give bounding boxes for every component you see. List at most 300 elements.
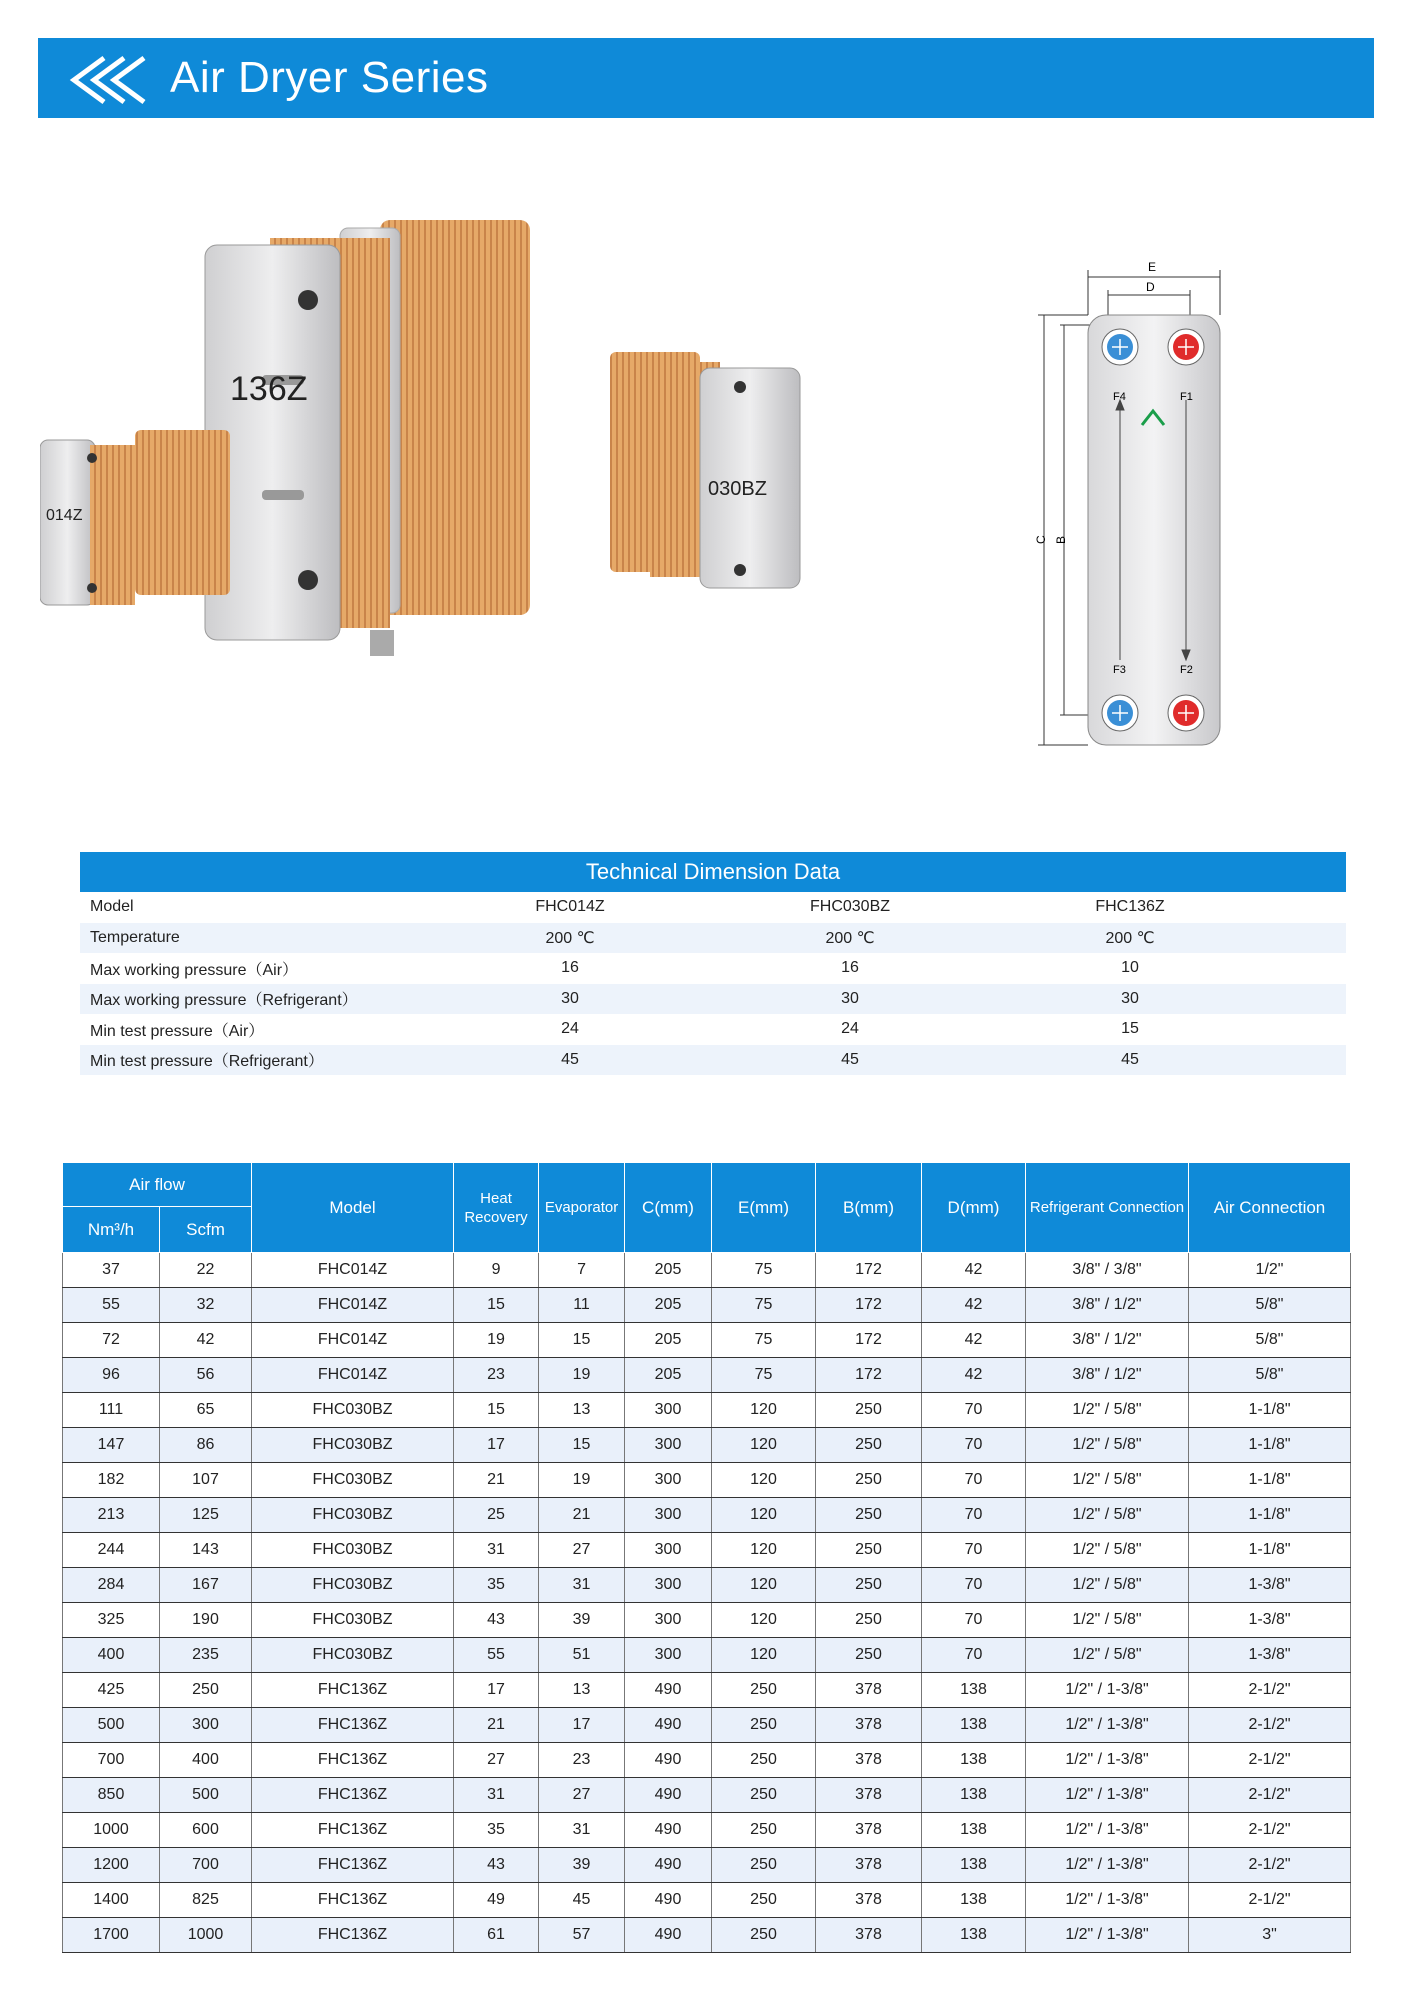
heat-recovery-cell: 31 <box>454 1533 539 1568</box>
model-cell: FHC030BZ <box>252 1498 454 1533</box>
c-mm-cell: 300 <box>625 1533 712 1568</box>
e-mm-cell: 75 <box>712 1323 816 1358</box>
model-cell: FHC014Z <box>252 1288 454 1323</box>
c-mm-header: C(mm) <box>625 1163 712 1253</box>
scfm-cell: 143 <box>160 1533 252 1568</box>
air-connection-cell: 2-1/2" <box>1189 1673 1351 1708</box>
evaporator-cell: 7 <box>539 1253 625 1288</box>
b-mm-cell: 378 <box>816 1708 922 1743</box>
heat-recovery-cell: 17 <box>454 1428 539 1463</box>
model-cell: FHC030BZ <box>252 1603 454 1638</box>
b-mm-cell: 250 <box>816 1603 922 1638</box>
evaporator-cell: 39 <box>539 1603 625 1638</box>
table-row <box>63 1848 1351 1883</box>
e-mm-cell: 120 <box>712 1638 816 1673</box>
port-label-f4: F4 <box>1113 391 1126 403</box>
model-cell: FHC136Z <box>252 1743 454 1778</box>
evaporator-cell: 23 <box>539 1743 625 1778</box>
d-mm-cell: 138 <box>922 1883 1026 1918</box>
air-connection-cell: 2-1/2" <box>1189 1778 1351 1813</box>
refrigerant-connection-cell: 1/2" / 1-3/8" <box>1026 1883 1189 1918</box>
scfm-cell: 250 <box>160 1673 252 1708</box>
d-mm-cell: 70 <box>922 1393 1026 1428</box>
heat-recovery-cell: 17 <box>454 1673 539 1708</box>
c-mm-cell: 300 <box>625 1568 712 1603</box>
nm3h-cell: 1700 <box>63 1918 160 1953</box>
model-cell: FHC030BZ <box>252 1393 454 1428</box>
b-mm-cell: 378 <box>816 1848 922 1883</box>
dim-label-b: B <box>1054 535 1068 544</box>
refrigerant-connection-cell: 1/2" / 5/8" <box>1026 1463 1189 1498</box>
b-mm-cell: 250 <box>816 1463 922 1498</box>
tech-value: 45 <box>561 1050 579 1068</box>
refrigerant-connection-cell: 1/2" / 5/8" <box>1026 1638 1189 1673</box>
tech-value: 200 ℃ <box>545 929 595 947</box>
b-mm-cell: 172 <box>816 1288 922 1323</box>
e-mm-header: E(mm) <box>712 1163 816 1253</box>
air-connection-cell: 1-3/8" <box>1189 1568 1351 1603</box>
e-mm-cell: 250 <box>712 1848 816 1883</box>
tech-value: 30 <box>1121 989 1139 1007</box>
evaporator-cell: 19 <box>539 1358 625 1393</box>
refrigerant-connection-cell: 1/2" / 1-3/8" <box>1026 1813 1189 1848</box>
b-mm-cell: 378 <box>816 1778 922 1813</box>
air-connection-cell: 1-3/8" <box>1189 1638 1351 1673</box>
evaporator-cell: 15 <box>539 1428 625 1463</box>
scfm-cell: 22 <box>160 1253 252 1288</box>
e-mm-cell: 250 <box>712 1883 816 1918</box>
heat-recovery-cell: 55 <box>454 1638 539 1673</box>
tech-row-label: Model <box>90 898 134 916</box>
model-cell: FHC030BZ <box>252 1638 454 1673</box>
scfm-cell: 125 <box>160 1498 252 1533</box>
d-mm-cell: 70 <box>922 1638 1026 1673</box>
scfm-cell: 32 <box>160 1288 252 1323</box>
refrigerant-connection-cell: 1/2" / 1-3/8" <box>1026 1778 1189 1813</box>
c-mm-cell: 490 <box>625 1848 712 1883</box>
nm3h-cell: 1200 <box>63 1848 160 1883</box>
d-mm-cell: 70 <box>922 1603 1026 1638</box>
nm3h-cell: 244 <box>63 1533 160 1568</box>
table-row <box>63 1603 1351 1638</box>
refrigerant-connection-cell: 3/8" / 1/2" <box>1026 1288 1189 1323</box>
scfm-cell: 700 <box>160 1848 252 1883</box>
evaporator-header: Evaporator <box>539 1163 625 1253</box>
dim-label-e: E <box>1148 260 1157 274</box>
d-mm-cell: 138 <box>922 1673 1026 1708</box>
table-row <box>63 1568 1351 1603</box>
product-illustration <box>40 200 810 800</box>
b-mm-cell: 378 <box>816 1673 922 1708</box>
d-mm-cell: 138 <box>922 1743 1026 1778</box>
nm3h-cell: 700 <box>63 1743 160 1778</box>
b-mm-cell: 172 <box>816 1358 922 1393</box>
refrigerant-connection-cell: 1/2" / 5/8" <box>1026 1498 1189 1533</box>
heat-recovery-header: Heat Recovery <box>454 1163 539 1253</box>
port-label-f2: F2 <box>1180 664 1193 676</box>
d-mm-cell: 42 <box>922 1358 1026 1393</box>
port-label-f3: F3 <box>1113 664 1126 676</box>
d-mm-cell: 138 <box>922 1848 1026 1883</box>
nm3h-cell: 55 <box>63 1288 160 1323</box>
air-connection-cell: 1-1/8" <box>1189 1428 1351 1463</box>
evaporator-cell: 27 <box>539 1778 625 1813</box>
e-mm-cell: 250 <box>712 1673 816 1708</box>
b-mm-cell: 250 <box>816 1638 922 1673</box>
tech-row-label: Min test pressure（Refrigerant） <box>90 1053 324 1071</box>
product-label-030bz: 030BZ <box>708 478 767 500</box>
heat-recovery-cell: 25 <box>454 1498 539 1533</box>
tech-value: 24 <box>561 1020 579 1038</box>
table-row <box>63 1918 1351 1953</box>
tech-header-row <box>80 892 1346 923</box>
refrigerant-connection-cell: 1/2" / 1-3/8" <box>1026 1673 1189 1708</box>
evaporator-cell: 19 <box>539 1463 625 1498</box>
scfm-cell: 600 <box>160 1813 252 1848</box>
air-connection-cell: 5/8" <box>1189 1358 1351 1393</box>
refrigerant-connection-cell: 1/2" / 5/8" <box>1026 1568 1189 1603</box>
tech-row <box>80 1045 1346 1076</box>
air-connection-cell: 1-1/8" <box>1189 1463 1351 1498</box>
d-mm-cell: 42 <box>922 1253 1026 1288</box>
heat-recovery-cell: 15 <box>454 1288 539 1323</box>
tech-row-label: Temperature <box>90 928 180 946</box>
c-mm-cell: 205 <box>625 1323 712 1358</box>
evaporator-cell: 17 <box>539 1708 625 1743</box>
e-mm-cell: 120 <box>712 1428 816 1463</box>
scfm-cell: 65 <box>160 1393 252 1428</box>
air-connection-cell: 1-1/8" <box>1189 1393 1351 1428</box>
scfm-cell: 42 <box>160 1323 252 1358</box>
model-cell: FHC030BZ <box>252 1428 454 1463</box>
product-label-136z: 136Z <box>230 370 308 408</box>
air-connection-cell: 2-1/2" <box>1189 1743 1351 1778</box>
e-mm-cell: 120 <box>712 1463 816 1498</box>
refrigerant-connection-cell: 1/2" / 1-3/8" <box>1026 1918 1189 1953</box>
c-mm-cell: 490 <box>625 1743 712 1778</box>
tech-value: 45 <box>1121 1050 1139 1068</box>
b-mm-cell: 250 <box>816 1568 922 1603</box>
refrigerant-connection-cell: 1/2" / 5/8" <box>1026 1533 1189 1568</box>
c-mm-cell: 205 <box>625 1253 712 1288</box>
scfm-cell: 1000 <box>160 1918 252 1953</box>
evaporator-cell: 51 <box>539 1638 625 1673</box>
nm3h-cell: 37 <box>63 1253 160 1288</box>
model-cell: FHC136Z <box>252 1708 454 1743</box>
tech-row-label: Max working pressure（Refrigerant） <box>90 992 358 1010</box>
tech-row <box>80 923 1346 954</box>
e-mm-cell: 120 <box>712 1533 816 1568</box>
d-mm-cell: 138 <box>922 1708 1026 1743</box>
c-mm-cell: 300 <box>625 1428 712 1463</box>
nm3h-cell: 111 <box>63 1393 160 1428</box>
table-row <box>63 1708 1351 1743</box>
heat-recovery-cell: 21 <box>454 1708 539 1743</box>
tech-value: 45 <box>841 1050 859 1068</box>
scfm-cell: 167 <box>160 1568 252 1603</box>
tech-model-value: FHC030BZ <box>809 898 891 916</box>
tech-row-label: Min test pressure（Air） <box>90 1022 265 1040</box>
c-mm-cell: 300 <box>625 1463 712 1498</box>
tech-row-label: Max working pressure（Air） <box>90 961 299 979</box>
tech-value: 10 <box>1121 959 1139 977</box>
table-row <box>63 1428 1351 1463</box>
nm3h-cell: 850 <box>63 1778 160 1813</box>
model-cell: FHC030BZ <box>252 1568 454 1603</box>
model-cell: FHC136Z <box>252 1918 454 1953</box>
air-connection-header: Air Connection <box>1189 1163 1351 1253</box>
e-mm-cell: 120 <box>712 1498 816 1533</box>
refrigerant-connection-cell: 1/2" / 5/8" <box>1026 1603 1189 1638</box>
heat-recovery-cell: 49 <box>454 1883 539 1918</box>
c-mm-cell: 300 <box>625 1638 712 1673</box>
table-row <box>63 1673 1351 1708</box>
d-mm-cell: 70 <box>922 1463 1026 1498</box>
air-connection-cell: 1/2" <box>1189 1253 1351 1288</box>
b-mm-cell: 172 <box>816 1253 922 1288</box>
b-mm-header: B(mm) <box>816 1163 922 1253</box>
d-mm-cell: 138 <box>922 1918 1026 1953</box>
scfm-cell: 235 <box>160 1638 252 1673</box>
nm3h-cell: 182 <box>63 1463 160 1498</box>
model-header: Model <box>252 1163 454 1253</box>
scfm-cell: 86 <box>160 1428 252 1463</box>
b-mm-cell: 378 <box>816 1883 922 1918</box>
table-row <box>63 1393 1351 1428</box>
scfm-cell: 300 <box>160 1708 252 1743</box>
e-mm-cell: 250 <box>712 1743 816 1778</box>
page-title: Air Dryer Series <box>170 53 489 102</box>
heat-recovery-cell: 15 <box>454 1393 539 1428</box>
d-mm-header: D(mm) <box>922 1163 1026 1253</box>
tech-value: 200 ℃ <box>1105 929 1155 947</box>
evaporator-cell: 31 <box>539 1568 625 1603</box>
c-mm-cell: 205 <box>625 1358 712 1393</box>
evaporator-cell: 13 <box>539 1673 625 1708</box>
tech-row <box>80 984 1346 1015</box>
nm3h-cell: 96 <box>63 1358 160 1393</box>
evaporator-cell: 15 <box>539 1323 625 1358</box>
evaporator-cell: 39 <box>539 1848 625 1883</box>
e-mm-cell: 75 <box>712 1253 816 1288</box>
model-cell: FHC136Z <box>252 1673 454 1708</box>
d-mm-cell: 70 <box>922 1428 1026 1463</box>
nm3h-cell: 147 <box>63 1428 160 1463</box>
scfm-cell: 107 <box>160 1463 252 1498</box>
d-mm-cell: 138 <box>922 1778 1026 1813</box>
nm3h-cell: 500 <box>63 1708 160 1743</box>
model-cell: FHC030BZ <box>252 1533 454 1568</box>
dimension-schematic <box>1020 255 1260 760</box>
air-connection-cell: 3" <box>1189 1918 1351 1953</box>
e-mm-cell: 120 <box>712 1393 816 1428</box>
air-connection-cell: 2-1/2" <box>1189 1848 1351 1883</box>
scfm-header: Scfm <box>160 1207 252 1253</box>
nm3h-cell: 72 <box>63 1323 160 1358</box>
table-row <box>63 1638 1351 1673</box>
evaporator-cell: 13 <box>539 1393 625 1428</box>
model-cell: FHC014Z <box>252 1253 454 1288</box>
heat-recovery-cell: 31 <box>454 1778 539 1813</box>
table-row <box>63 1883 1351 1918</box>
e-mm-cell: 250 <box>712 1708 816 1743</box>
b-mm-cell: 250 <box>816 1498 922 1533</box>
airflow-header: Air flow <box>63 1163 252 1207</box>
e-mm-cell: 120 <box>712 1603 816 1638</box>
evaporator-cell: 45 <box>539 1883 625 1918</box>
heat-recovery-cell: 21 <box>454 1463 539 1498</box>
table-row <box>63 1253 1351 1288</box>
c-mm-cell: 490 <box>625 1708 712 1743</box>
c-mm-cell: 205 <box>625 1288 712 1323</box>
d-mm-cell: 70 <box>922 1568 1026 1603</box>
model-cell: FHC014Z <box>252 1358 454 1393</box>
header-banner <box>38 38 1374 118</box>
c-mm-cell: 300 <box>625 1393 712 1428</box>
scfm-cell: 825 <box>160 1883 252 1918</box>
refrigerant-connection-cell: 3/8" / 1/2" <box>1026 1323 1189 1358</box>
b-mm-cell: 250 <box>816 1428 922 1463</box>
scfm-cell: 500 <box>160 1778 252 1813</box>
evaporator-cell: 11 <box>539 1288 625 1323</box>
tech-model-value: FHC136Z <box>1095 898 1165 916</box>
e-mm-cell: 250 <box>712 1813 816 1848</box>
e-mm-cell: 250 <box>712 1778 816 1813</box>
e-mm-cell: 120 <box>712 1568 816 1603</box>
model-cell: FHC136Z <box>252 1848 454 1883</box>
table-row <box>63 1778 1351 1813</box>
d-mm-cell: 42 <box>922 1288 1026 1323</box>
evaporator-cell: 27 <box>539 1533 625 1568</box>
tech-value: 16 <box>841 959 859 977</box>
refrigerant-connection-cell: 3/8" / 1/2" <box>1026 1358 1189 1393</box>
b-mm-cell: 378 <box>816 1918 922 1953</box>
table-row <box>63 1358 1351 1393</box>
refrigerant-connection-cell: 1/2" / 1-3/8" <box>1026 1848 1189 1883</box>
b-mm-cell: 378 <box>816 1813 922 1848</box>
port-label-f1: F1 <box>1180 391 1193 403</box>
nm3h-cell: 1400 <box>63 1883 160 1918</box>
d-mm-cell: 138 <box>922 1813 1026 1848</box>
table-row <box>63 1463 1351 1498</box>
airflow-spec-table <box>62 1162 1350 1953</box>
triple-chevron-left-icon <box>64 38 160 118</box>
model-cell: FHC014Z <box>252 1323 454 1358</box>
model-cell: FHC136Z <box>252 1883 454 1918</box>
technical-dimension-table <box>80 852 1346 1075</box>
heat-recovery-cell: 35 <box>454 1568 539 1603</box>
e-mm-cell: 250 <box>712 1918 816 1953</box>
tech-value: 24 <box>841 1020 859 1038</box>
c-mm-cell: 490 <box>625 1918 712 1953</box>
air-connection-cell: 1-3/8" <box>1189 1603 1351 1638</box>
tech-value: 200 ℃ <box>825 929 875 947</box>
tech-model-value: FHC014Z <box>535 898 605 916</box>
refrigerant-connection-cell: 1/2" / 5/8" <box>1026 1393 1189 1428</box>
heat-recovery-cell: 9 <box>454 1253 539 1288</box>
air-connection-cell: 2-1/2" <box>1189 1883 1351 1918</box>
scfm-cell: 400 <box>160 1743 252 1778</box>
table-row <box>63 1813 1351 1848</box>
nm3h-cell: 1000 <box>63 1813 160 1848</box>
table-row <box>63 1498 1351 1533</box>
tech-row <box>80 1014 1346 1045</box>
air-connection-cell: 5/8" <box>1189 1323 1351 1358</box>
tech-table-title: Technical Dimension Data <box>80 852 1346 892</box>
dim-label-d: D <box>1146 280 1155 294</box>
air-connection-cell: 1-1/8" <box>1189 1498 1351 1533</box>
heat-recovery-cell: 35 <box>454 1813 539 1848</box>
air-connection-cell: 5/8" <box>1189 1288 1351 1323</box>
heat-recovery-cell: 43 <box>454 1603 539 1638</box>
nm3h-cell: 425 <box>63 1673 160 1708</box>
heat-recovery-cell: 27 <box>454 1743 539 1778</box>
c-mm-cell: 300 <box>625 1498 712 1533</box>
table-row <box>63 1323 1351 1358</box>
nm3h-header: Nm³/h <box>63 1207 160 1253</box>
evaporator-cell: 57 <box>539 1918 625 1953</box>
model-cell: FHC136Z <box>252 1778 454 1813</box>
d-mm-cell: 70 <box>922 1533 1026 1568</box>
d-mm-cell: 70 <box>922 1498 1026 1533</box>
b-mm-cell: 378 <box>816 1743 922 1778</box>
model-cell: FHC136Z <box>252 1813 454 1848</box>
e-mm-cell: 75 <box>712 1358 816 1393</box>
heat-recovery-cell: 43 <box>454 1848 539 1883</box>
model-cell: FHC030BZ <box>252 1463 454 1498</box>
tech-value: 16 <box>561 959 579 977</box>
c-mm-cell: 490 <box>625 1813 712 1848</box>
evaporator-cell: 31 <box>539 1813 625 1848</box>
c-mm-cell: 490 <box>625 1778 712 1813</box>
air-connection-cell: 1-1/8" <box>1189 1533 1351 1568</box>
evaporator-cell: 21 <box>539 1498 625 1533</box>
scfm-cell: 56 <box>160 1358 252 1393</box>
refrigerant-connection-cell: 1/2" / 5/8" <box>1026 1428 1189 1463</box>
e-mm-cell: 75 <box>712 1288 816 1323</box>
heat-recovery-cell: 19 <box>454 1323 539 1358</box>
refrigerant-connection-cell: 3/8" / 3/8" <box>1026 1253 1189 1288</box>
table-row <box>63 1288 1351 1323</box>
tech-row <box>80 953 1346 984</box>
refrigerant-connection-header: Refrigerant Connection <box>1026 1163 1189 1253</box>
c-mm-cell: 490 <box>625 1883 712 1918</box>
air-connection-cell: 2-1/2" <box>1189 1813 1351 1848</box>
nm3h-cell: 213 <box>63 1498 160 1533</box>
d-mm-cell: 42 <box>922 1323 1026 1358</box>
nm3h-cell: 284 <box>63 1568 160 1603</box>
product-label-014z: 014Z <box>46 507 83 524</box>
heat-recovery-cell: 61 <box>454 1918 539 1953</box>
nm3h-cell: 325 <box>63 1603 160 1638</box>
c-mm-cell: 490 <box>625 1673 712 1708</box>
tech-value: 15 <box>1121 1020 1139 1038</box>
c-mm-cell: 300 <box>625 1603 712 1638</box>
table-row <box>63 1533 1351 1568</box>
tech-value: 30 <box>561 989 579 1007</box>
refrigerant-connection-cell: 1/2" / 1-3/8" <box>1026 1708 1189 1743</box>
tech-value: 30 <box>841 989 859 1007</box>
heat-recovery-cell: 23 <box>454 1358 539 1393</box>
b-mm-cell: 172 <box>816 1323 922 1358</box>
dim-label-c: C <box>1034 535 1048 544</box>
nm3h-cell: 400 <box>63 1638 160 1673</box>
b-mm-cell: 250 <box>816 1533 922 1568</box>
b-mm-cell: 250 <box>816 1393 922 1428</box>
table-row <box>63 1743 1351 1778</box>
refrigerant-connection-cell: 1/2" / 1-3/8" <box>1026 1743 1189 1778</box>
air-connection-cell: 2-1/2" <box>1189 1708 1351 1743</box>
